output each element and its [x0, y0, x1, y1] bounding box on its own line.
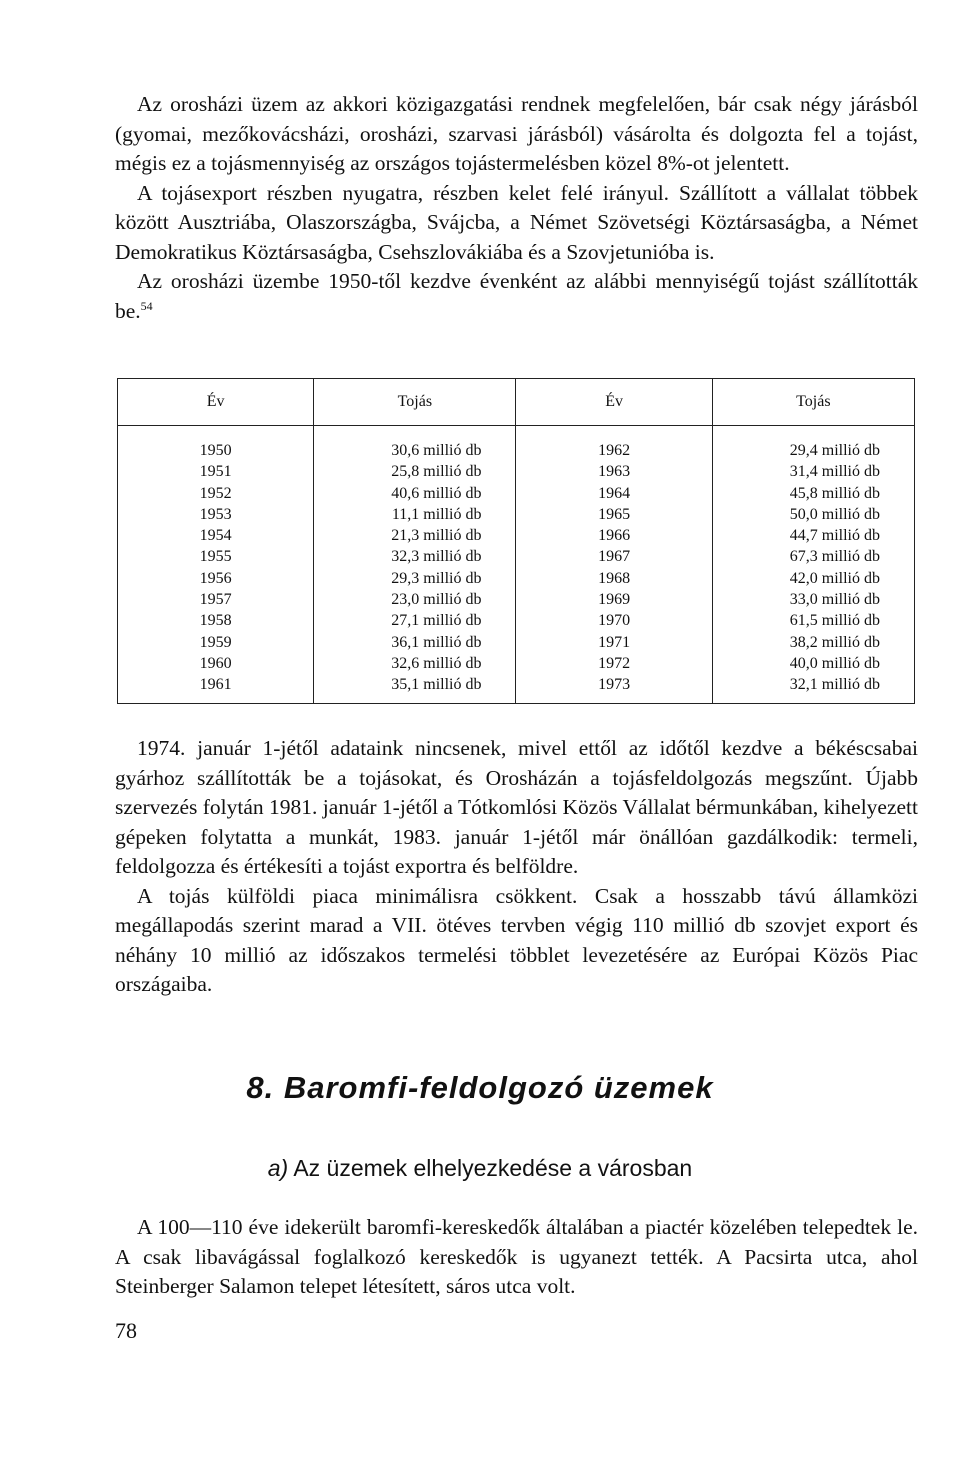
egg-delivery-table — [117, 378, 915, 704]
chapter-title: 8. Baromfi-feldolgozó üzemek — [246, 1070, 714, 1105]
table-cell: 1964 — [598, 484, 631, 502]
eggs-right-column — [712, 426, 914, 704]
table-cell: 61,5 millió db — [789, 612, 880, 630]
table-cell: 45,8 millió db — [789, 484, 880, 502]
table-cell: 35,1 millió db — [391, 676, 482, 694]
intro-paragraph-3-text: Az orosházi üzembe 1950-től kezdve évenként az alábbi mennyiségű tojást szállították be. — [115, 269, 918, 323]
table-body-row — [118, 426, 915, 704]
table-cell: 1970 — [598, 612, 631, 630]
table-cell: 50,0 millió db — [789, 505, 880, 523]
table-cell: 1959 — [199, 633, 232, 651]
intro-paragraph-1: Az orosházi üzem az akkori közigazgatási rendnek megfelelően, bár csak négy járásból (gyomai, mezőkovácsházi, orosházi, szarvasi járásból) vásárolta és dolgozta fel a tojást, mégis ez a tojásmennyiség az országos tojástermelésben közel 8%-ot jelentett. — [115, 92, 918, 175]
after-table-paragraph-1: 1974. január 1-jétől adataink nincsenek, mivel ettől az időtől kezdve a békéscsabai gyárhoz szállították be a tojásokat, és Orosházán a tojásfeldolgozás megszűnt. Újabb szervezés folytán 1981. január 1-jétől a Tótkomlósi Közös Vállalat bérmunkában, kihelyezett gépeken folytatta a munkát, 1983. január 1-jétől már önállóan gazdálkodik: termeli, feldolgozza és értékesíti a tojást exportra és belföldre. — [115, 736, 918, 878]
table-cell: 1961 — [199, 676, 232, 694]
table-cell: 1957 — [199, 591, 232, 609]
table-cell: 33,0 millió db — [789, 591, 880, 609]
table-cell: 44,7 millió db — [789, 527, 880, 545]
table-cell: 27,1 millió db — [391, 612, 482, 630]
header-eggs-left: Tojás — [314, 379, 516, 426]
eggs-left-column — [314, 426, 516, 704]
table-cell: 1951 — [199, 463, 232, 481]
table-cell: 1973 — [598, 676, 631, 694]
years-right-column — [516, 426, 712, 704]
table-cell: 1950 — [199, 442, 232, 459]
closing-paragraph: A 100—110 éve idekerült baromfi-kereskedők általában a piactér közelében telepedtek le. A csak libavágással foglalkozó kereskedők is ugyanezt tették. A Pacsirta utca, ahol Steinberger Salamon telepet létesített, sáros utca volt. — [115, 1215, 918, 1298]
table-cell: 40,0 millió db — [789, 654, 880, 672]
footnote-reference: 54 — [140, 298, 153, 313]
table-cell: 1954 — [199, 527, 232, 545]
table-cell: 1962 — [598, 442, 631, 459]
table-cell: 1953 — [199, 505, 232, 523]
table-cell: 1963 — [598, 463, 631, 481]
table-cell: 32,1 millió db — [789, 676, 880, 694]
table-cell: 38,2 millió db — [789, 633, 880, 651]
intro-text — [115, 90, 918, 326]
table-cell: 42,0 millió db — [789, 569, 880, 587]
table-cell: 23,0 millió db — [391, 591, 482, 609]
table-cell: 29,3 millió db — [391, 569, 482, 587]
years-left-column — [118, 426, 314, 704]
page-number: 78 — [115, 1318, 137, 1343]
table-cell: 1952 — [199, 484, 232, 502]
table-cell: 32,6 millió db — [391, 654, 482, 672]
header-year-left: Év — [118, 379, 314, 426]
table-cell: 31,4 millió db — [789, 463, 880, 481]
after-table-paragraph-2: A tojás külföldi piaca minimálisra csökkent. Csak a hosszabb távú államközi megállapodás szerint marad a VII. ötéves tervben végig 110 millió db szovjet export és néhány 10 millió az időszakos termelési többlet levezetésére az Európai Közös Piac országaiba. — [115, 883, 918, 996]
header-year-right: Év — [516, 379, 712, 426]
section-letter: a) — [267, 1155, 289, 1181]
table-cell: 21,3 millió db — [391, 527, 482, 545]
table-cell: 1968 — [598, 569, 631, 587]
table-cell: 1969 — [598, 591, 631, 609]
table-cell: 29,4 millió db — [789, 442, 880, 459]
section-title: Az üzemek elhelyezkedése a városban — [293, 1155, 693, 1181]
table-cell: 40,6 millió db — [391, 484, 482, 502]
table-cell: 1967 — [598, 548, 631, 566]
intro-paragraph-3 — [115, 267, 918, 326]
table-header-row — [118, 379, 915, 426]
table-cell: 36,1 millió db — [391, 633, 482, 651]
table-cell: 25,8 millió db — [391, 463, 482, 481]
table-cell: 67,3 millió db — [789, 548, 880, 566]
table-cell: 1966 — [598, 527, 631, 545]
table-cell: 1965 — [598, 505, 631, 523]
section-heading — [0, 1155, 960, 1182]
after-table-text — [115, 734, 918, 1000]
table-cell: 32,3 millió db — [391, 548, 482, 566]
table-cell: 11,1 millió db — [391, 505, 482, 523]
intro-paragraph-2: A tojásexport részben nyugatra, részben kelet felé irányul. Szállított a vállalat többek között Ausztriába, Olaszországba, Svájcba, a Német Szövetségi Köztársaságba, a Német Demokratikus Köztársaságba, Csehszlovákiába és a Szovjetunióba is. — [115, 180, 918, 264]
table-cell: 1972 — [598, 654, 631, 672]
table-cell: 1971 — [598, 633, 631, 651]
table-cell: 1956 — [199, 569, 232, 587]
table-cell: 1958 — [199, 612, 232, 630]
table-cell: 30,6 millió db — [391, 442, 482, 459]
header-eggs-right: Tojás — [712, 379, 914, 426]
closing-text — [115, 1213, 918, 1302]
table-cell: 1960 — [199, 654, 232, 672]
table-cell: 1955 — [199, 548, 232, 566]
